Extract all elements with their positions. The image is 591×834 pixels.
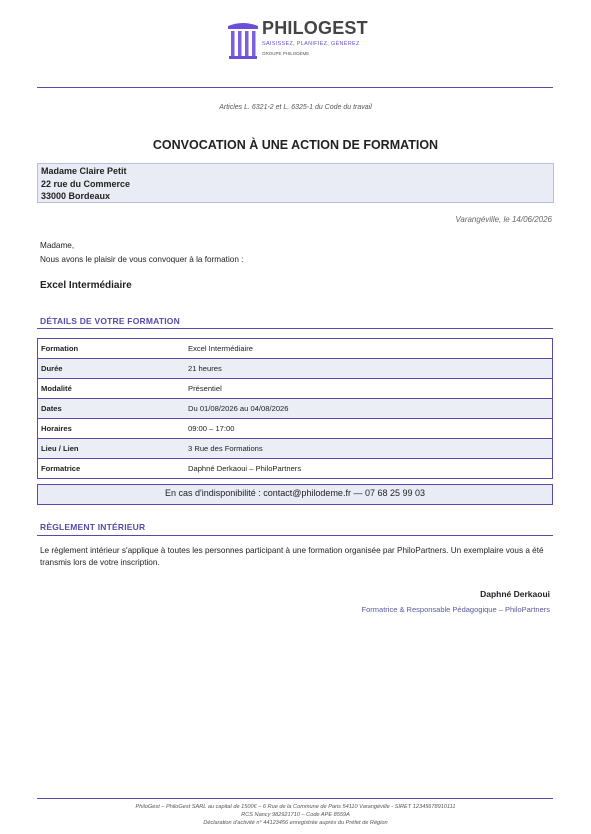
- course-name: Excel Intermédiaire: [40, 280, 132, 291]
- footer-line-declaration: Déclaration d'activité n° 44123456 enregistrée auprès du Préfet de Région: [203, 820, 388, 826]
- detail-label: Dates: [38, 399, 186, 419]
- intro-text: Nous avons le plaisir de vous convoquer à la formation :: [40, 255, 244, 264]
- rules-section-title: RÈGLEMENT INTÉRIEUR: [40, 522, 146, 532]
- footer-line-rcs: RCS Nancy 982921710 – Code APE 8559A: [241, 812, 350, 818]
- detail-value: Du 01/08/2026 au 04/08/2026: [185, 399, 553, 419]
- detail-label: Formation: [38, 339, 186, 359]
- rules-section-divider: [37, 535, 553, 536]
- signatory-name: Daphné Derkaoui: [480, 589, 550, 599]
- table-row: [38, 339, 553, 359]
- rules-text: Le règlement intérieur s'applique à toutes les personnes participant à une formation organisée par PhiloPartners. Un exemplaire vous a été transmis lors de votre inscription.: [40, 546, 544, 567]
- detail-label: Modalité: [38, 379, 186, 399]
- detail-label: Lieu / Lien: [38, 439, 186, 459]
- footer-legal: [0, 803, 591, 827]
- recipient-street: 22 rue du Commerce: [41, 178, 131, 189]
- footer-line-company: PhiloGest – PhiloGest SARL au capital de 1500€ – 6 Rue de la Commune de Paris 54110 Varangéville - SIRET 12345678910111: [135, 804, 456, 810]
- company-logo: [226, 18, 376, 62]
- detail-value: 21 heures: [185, 359, 553, 379]
- table-row: [38, 399, 553, 419]
- detail-label: Formatrice: [38, 459, 186, 479]
- details-section-divider: [37, 328, 553, 329]
- detail-label: Durée: [38, 359, 186, 379]
- footer-divider: [37, 798, 553, 799]
- details-section-title: DÉTAILS DE VOTRE FORMATION: [40, 316, 180, 326]
- detail-label: Horaires: [38, 419, 186, 439]
- detail-value: 09:00 – 17:00: [185, 419, 553, 439]
- detail-value: 3 Rue des Formations: [185, 439, 553, 459]
- table-row: [38, 359, 553, 379]
- header-divider: [37, 87, 553, 88]
- place-and-date: Varangéville, le 14/06/2026: [455, 215, 552, 224]
- brand-group: GROUPE PHILODÈME: [262, 51, 310, 56]
- table-row: [38, 379, 553, 399]
- detail-value: Daphné Derkaoui – PhiloPartners: [185, 459, 553, 479]
- pillars-logo-icon: [226, 20, 260, 60]
- table-row: [38, 439, 553, 459]
- salutation: Madame,: [40, 241, 75, 250]
- recipient-address-block: [37, 163, 554, 203]
- detail-value: Excel Intermédiaire: [185, 339, 553, 359]
- brand-name: PHILOGEST: [262, 18, 368, 38]
- training-details-table: [37, 338, 553, 479]
- unavailability-contact: En cas d'indisponibilité : contact@philodeme.fr — 07 68 25 99 03: [37, 484, 553, 505]
- recipient-city: 33000 Bordeaux: [41, 191, 111, 201]
- signatory-role: Formatrice & Responsable Pédagogique – PhiloPartners: [361, 605, 550, 614]
- recipient-name: Madame Claire Petit: [41, 166, 127, 176]
- table-row: [38, 419, 553, 439]
- brand-tagline: SAISISSEZ, PLANIFIEZ, GÉNÉREZ: [262, 41, 360, 47]
- table-row: [38, 459, 553, 479]
- detail-value: Présentiel: [185, 379, 553, 399]
- document-title: CONVOCATION À UNE ACTION DE FORMATION: [152, 138, 439, 152]
- legal-reference: Articles L. 6321-2 et L. 6325-1 du Code du travail: [219, 104, 372, 111]
